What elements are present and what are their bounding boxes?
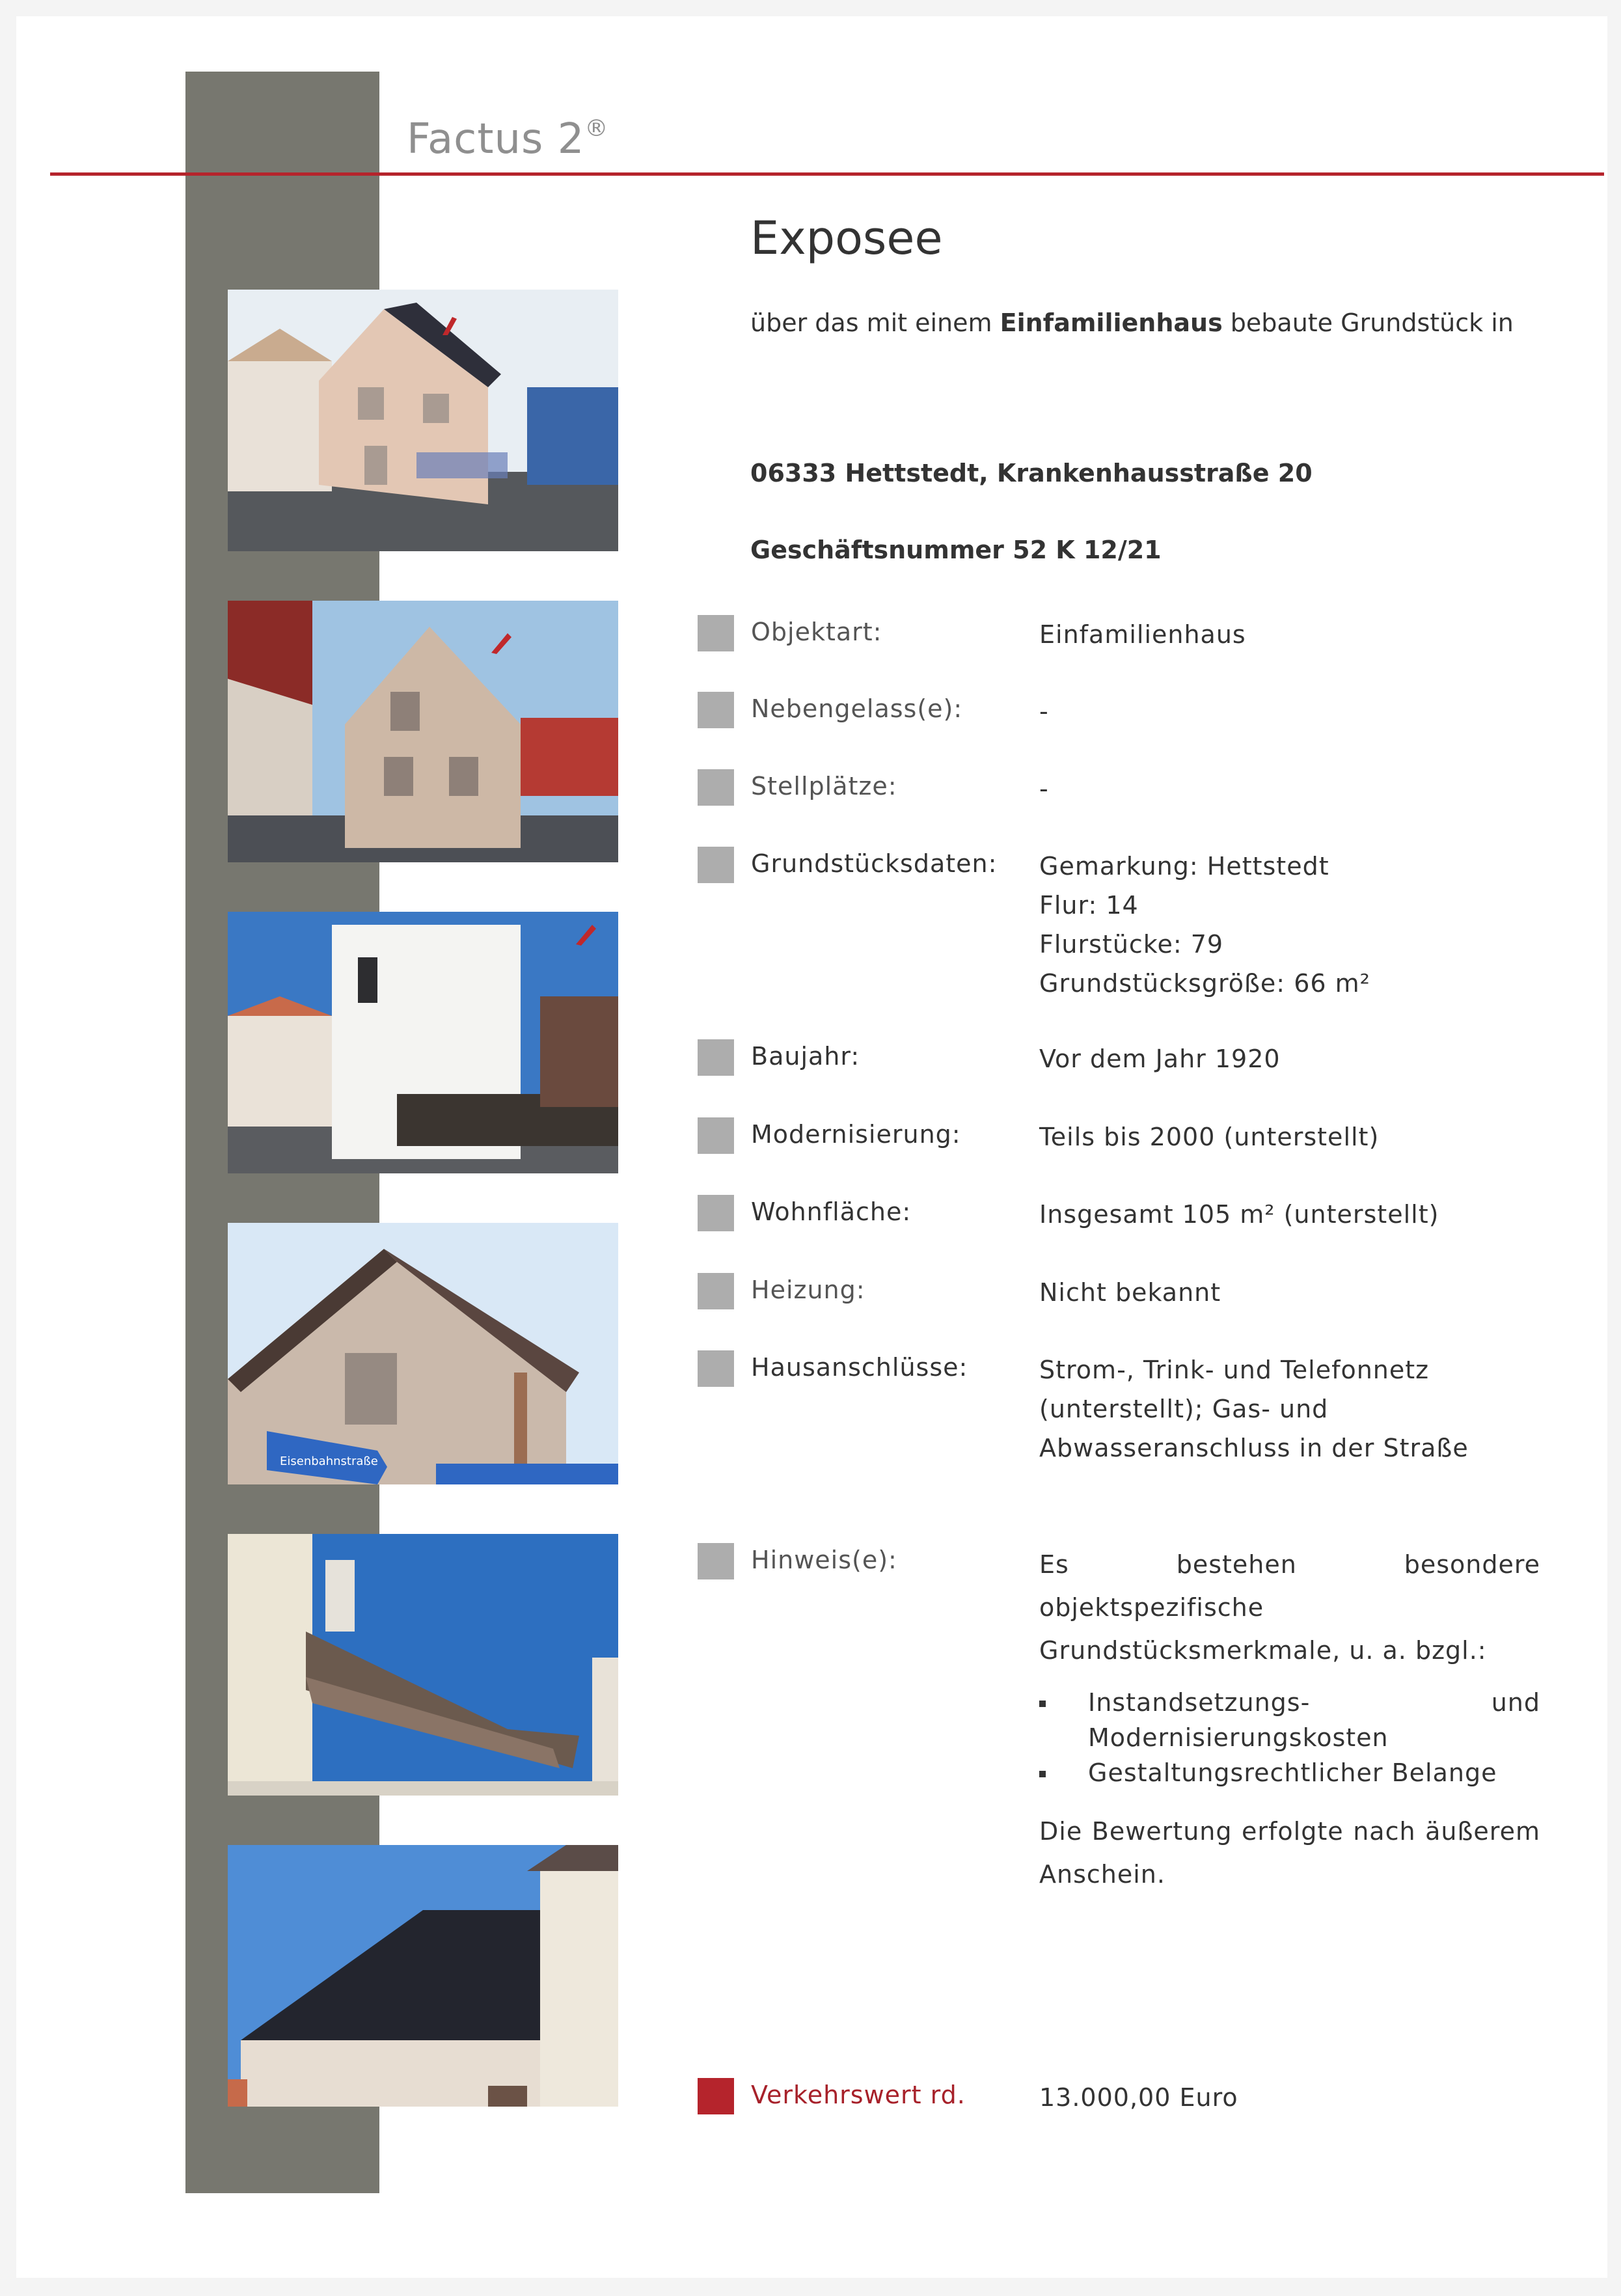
detail-label: Hausanschlüsse:	[751, 1353, 968, 1382]
detail-label: Heizung:	[751, 1276, 865, 1304]
detail-value: Gemarkung: Hettstedt Flur: 14 Flurstücke: 79 Grundstücksgröße: 66 m²	[1039, 852, 1370, 998]
list-item: Gestaltungsrechtlicher Belange	[1039, 1755, 1540, 1790]
expose-title: Exposee	[750, 212, 943, 265]
detail-label: Objektart:	[751, 618, 882, 646]
detail-label: Grundstücksdaten:	[751, 849, 998, 878]
detail-label: Nebengelass(e):	[751, 694, 963, 723]
expose-intro: über das mit einem Einfamilienhaus bebaute Grundstück in	[750, 308, 1514, 337]
detail-value	[1039, 1543, 1540, 1896]
detail-value: -	[1039, 774, 1049, 803]
verkehrswert-value: 13.000,00 Euro	[1039, 2083, 1238, 2112]
detail-value: -	[1039, 697, 1049, 726]
detail-label: Baujahr:	[751, 1042, 860, 1071]
bullet-square	[698, 1543, 734, 1579]
detail-value: Vor dem Jahr 1920	[1039, 1045, 1281, 1073]
detail-label: Wohnfläche:	[751, 1197, 912, 1226]
bullet-square	[698, 1273, 734, 1309]
document-page	[16, 16, 1607, 2278]
hinweis-intro: Es bestehen besondere objektspezifische Grundstücksmerkmale, u. a. bzgl.:	[1039, 1550, 1540, 1665]
photo-house-side	[228, 601, 618, 862]
verkehrswert-label: Verkehrswert rd.	[751, 2081, 966, 2109]
bullet-square	[698, 615, 734, 651]
property-address: 06333 Hettstedt, Krankenhausstraße 20	[750, 459, 1313, 487]
photo-gable-wall	[228, 912, 618, 1173]
bullet-square	[698, 1039, 734, 1076]
hinweis-outro: Die Bewertung erfolgte nach äußerem Anschein.	[1039, 1817, 1540, 1889]
case-number: Geschäftsnummer 52 K 12/21	[750, 536, 1162, 564]
detail-value: Teils bis 2000 (unterstellt)	[1039, 1123, 1380, 1151]
detail-label: Modernisierung:	[751, 1120, 961, 1149]
detail-value: Insgesamt 105 m² (unterstellt)	[1039, 1200, 1439, 1229]
detail-label: Hinweis(e):	[751, 1546, 897, 1574]
bullet-square	[698, 847, 734, 883]
street-sign-text: Eisenbahnstraße	[280, 1455, 378, 1468]
bullet-square	[698, 1350, 734, 1387]
bullet-square	[698, 692, 734, 728]
brand-logo: Factus 2®	[407, 115, 609, 163]
bullet-square	[698, 769, 734, 806]
bullet-square	[698, 1117, 734, 1154]
photo-house-front	[228, 290, 618, 551]
photo-gable-street-signs	[228, 1223, 618, 1484]
header-rule	[50, 172, 1604, 176]
list-item: Instandsetzungs- und Modernisierungskosten	[1039, 1685, 1540, 1755]
hinweis-bullet-list	[1039, 1685, 1540, 1790]
photo-roof-chimney	[228, 1534, 618, 1796]
detail-value: Strom-, Trink- und Telefonnetz (unterstellt); Gas- und Abwasseranschluss in der Straße	[1039, 1356, 1469, 1462]
bullet-square-red	[698, 2078, 734, 2114]
detail-value: Nicht bekannt	[1039, 1278, 1221, 1307]
bullet-square	[698, 1195, 734, 1231]
detail-value: Einfamilienhaus	[1039, 620, 1246, 649]
photo-roof-gable	[228, 1845, 618, 2107]
detail-label: Stellplätze:	[751, 772, 897, 800]
